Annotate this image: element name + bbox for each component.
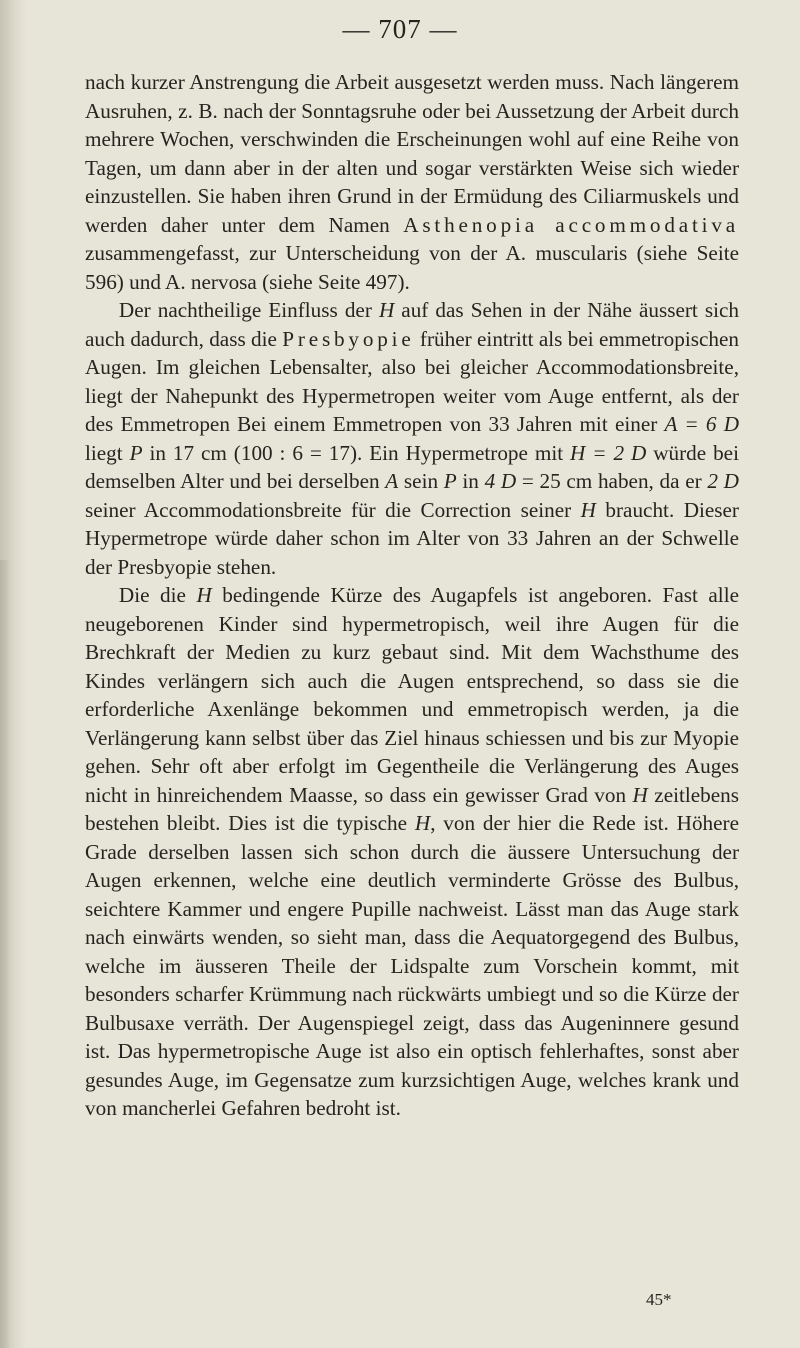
math-symbol: P bbox=[443, 469, 457, 493]
text-run: würde bei demselben Alter und bei derselben bbox=[85, 440, 739, 493]
math-symbol: H bbox=[378, 298, 395, 322]
math-symbol: H bbox=[580, 497, 596, 522]
math-symbol: H bbox=[196, 583, 212, 607]
paragraph-1 bbox=[85, 68, 739, 296]
spaced-term-presbyopie: Presbyopie bbox=[282, 326, 415, 351]
page-body bbox=[85, 68, 739, 1123]
spaced-term-asthenopia: Asthenopia accommodativa bbox=[403, 212, 739, 237]
text-run: liegt bbox=[85, 440, 130, 465]
page-number: — 707 — bbox=[342, 14, 458, 44]
math-formula: 2 D bbox=[707, 469, 739, 493]
text-run: seiner Accommodationsbreite für die Correction seiner bbox=[85, 497, 581, 522]
text-run: sein bbox=[398, 469, 444, 493]
text-run: Der nachtheilige Einfluss der bbox=[118, 298, 379, 322]
math-symbol: H bbox=[632, 782, 648, 807]
text-run: bedingende Kürze des Augapfels ist angeboren. Fast alle neugeborenen Kinder sind hypermetropisch, weil ihre Augen für die Brechkraft der Medien zu kurz gebaut sind. Mit dem Wachsthume des Kindes verlängern sich auch die Augen entsprechend, so dass sie die erforderliche Axenlänge bekommen und emmetropisch werden, ja die Verlängerung kann selbst über das Ziel hinaus schiessen und bis zur Myopie gehen. Sehr oft aber erfolgt im Gegentheile die Verlängerung des Auges nicht in hinreichendem Maasse, so dass ein gewisser Grad von bbox=[85, 583, 739, 807]
text-run: in 17 cm (100 : 6 = 17). Ein Hypermetrope mit bbox=[142, 440, 571, 465]
signature-mark: 45* bbox=[646, 1290, 672, 1309]
text-run: braucht. Dieser Hypermetrope würde daher schon im Alter von 33 Jahren an der Schwelle der Presbyopie stehen. bbox=[85, 497, 739, 579]
text-run: in bbox=[456, 469, 485, 493]
paragraph-3 bbox=[85, 581, 739, 1123]
math-formula: 4 D bbox=[484, 469, 517, 493]
math-symbol: P bbox=[129, 440, 143, 465]
page-edge-shadow bbox=[0, 0, 26, 1348]
math-formula: H = 2 D bbox=[570, 440, 647, 465]
text-run: auf das Sehen in der Nähe äussert sich auch dadurch, dass die bbox=[85, 298, 739, 351]
text-run: zusammengefasst, zur Unterscheidung von der A. muscularis (siehe Seite 596) und A. nervosa (siehe Seite 497). bbox=[85, 241, 739, 294]
paragraph-2 bbox=[85, 296, 739, 581]
math-symbol: H bbox=[414, 811, 431, 835]
text-run: früher eintritt als bei emmetropischen Augen. Im gleichen Lebensalter, also bei gleicher Accommodationsbreite, liegt der Nahepunkt des Hypermetropen weiter vom Auge entfernt, als der des Emmetropen Bei einem Emmetropen von 33 Jahren mit einer bbox=[85, 326, 739, 436]
text-run: = 25 cm haben, da er bbox=[516, 469, 708, 493]
text-run: Die die bbox=[118, 583, 197, 607]
text-run: , von der hier die Rede ist. Höhere Grade derselben lassen sich schon durch die äussere Untersuchung der Augen erkennen, welche eine deutlich verminderte Grösse des Bulbus, seichtere Kammer und engere Pupille nachweist. Lässt man das Auge stark nach einwärts wenden, so sieht man, dass die Aequatorgegend des Bulbus, welche im äusseren Theile der Lidspalte zum Vorschein kommt, mit besonders scharfer Krümmung nach rückwärts umbiegt und so die Kürze der Bulbusaxe verräth. Der Augenspiegel zeigt, dass das Augeninnere gesund ist. Das hypermetropische Auge ist also ein optisch fehlerhaftes, sonst aber gesundes Auge, im Gegensatze zum kurzsichtigen Auge, welches krank und von mancherlei Gefahren bedroht ist. bbox=[85, 811, 739, 1120]
math-formula: A = 6 D bbox=[664, 412, 739, 436]
text-run: nach kurzer Anstrengung die Arbeit ausgesetzt werden muss. Nach längerem Ausruhen, z. B. nach der Sonntagsruhe oder bei Aussetzung der Arbeit durch mehrere Wochen, verschwinden die Erscheinungen wohl auf eine Reihe von Tagen, um dann aber in der alten und sogar verstärkten Weise sich wieder einzustellen. Sie haben ihren Grund in der Ermüdung des Ciliarmuskels und werden daher unter dem Namen bbox=[85, 70, 739, 237]
math-symbol: A bbox=[385, 469, 399, 493]
text-run: zeitlebens bestehen bleibt. Dies ist die typische bbox=[85, 782, 739, 835]
